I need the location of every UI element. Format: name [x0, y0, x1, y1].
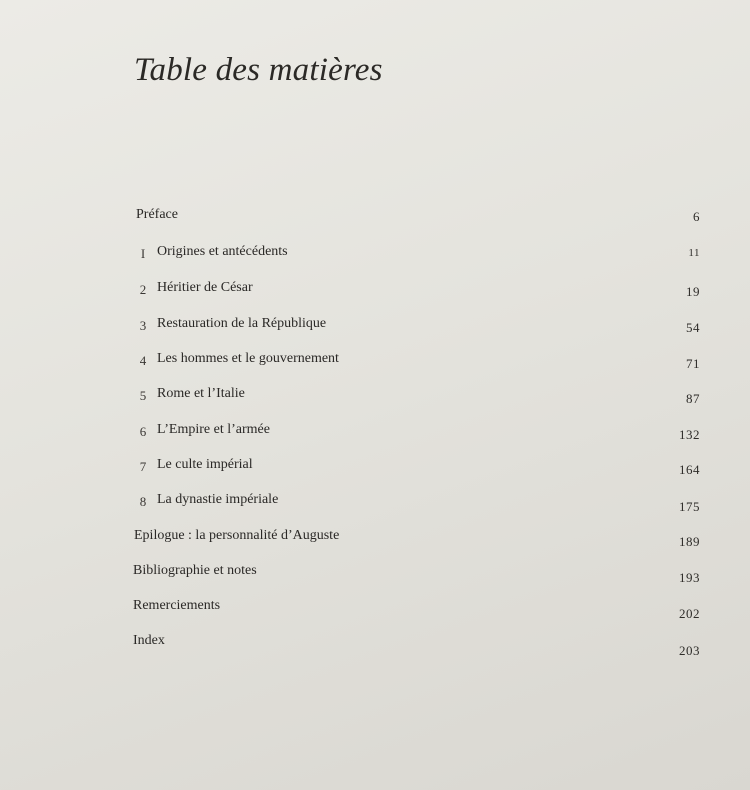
entry-label: Index [133, 633, 165, 648]
entry-label: Bibliographie et notes [133, 563, 257, 578]
toc-entry-preface [0, 206, 750, 230]
toc-entry-chapter-8 [0, 491, 750, 515]
chapter-number: I [140, 246, 146, 261]
entry-label: L’Empire et l’armée [157, 422, 270, 437]
entry-page: 54 [686, 320, 700, 335]
entry-label: Remerciements [133, 598, 221, 613]
entry-page: 19 [686, 284, 700, 299]
toc-entry-chapter-3 [0, 315, 750, 339]
chapter-number: 8 [139, 494, 147, 509]
entry-label: Héritier de César [157, 280, 253, 295]
entry-page: 87 [686, 391, 700, 406]
entry-label: Préface [136, 207, 178, 222]
entry-page: 193 [679, 570, 700, 585]
toc-entry-index [0, 632, 750, 656]
entry-label: Rome et l’Italie [157, 386, 245, 401]
toc-entry-chapter-1 [0, 243, 750, 267]
toc-entry-acknowledgements [0, 597, 750, 621]
toc-entry-bibliography [0, 562, 750, 586]
toc-entry-chapter-7 [0, 456, 750, 480]
chapter-number: 5 [139, 388, 147, 403]
entry-label: Origines et antécédents [157, 244, 288, 259]
entry-page: 189 [679, 534, 700, 549]
entry-label: Restauration de la République [157, 316, 327, 331]
chapter-number: 7 [139, 459, 147, 474]
entry-label: Le culte impérial [157, 457, 253, 472]
entry-page: 11 [688, 247, 700, 259]
entry-page: 175 [679, 499, 700, 514]
toc-entry-chapter-2 [0, 279, 750, 303]
entry-page: 202 [679, 606, 700, 621]
entry-label: Epilogue : la personnalité d’Auguste [134, 528, 340, 543]
entry-page: 164 [679, 462, 700, 477]
entry-page: 132 [679, 427, 700, 442]
chapter-number: 6 [139, 424, 147, 439]
toc-entry-chapter-6 [0, 421, 750, 445]
toc-entry-chapter-5 [0, 385, 750, 409]
chapter-number: 2 [139, 282, 147, 297]
chapter-number: 4 [139, 353, 147, 368]
entry-page: 203 [679, 643, 700, 658]
entry-label: La dynastie impériale [157, 492, 279, 507]
toc-entry-chapter-4 [0, 350, 750, 374]
chapter-number: 3 [139, 318, 147, 333]
entry-label: Les hommes et le gouvernement [157, 351, 339, 366]
page-title: Table des matières [134, 52, 383, 88]
entry-page: 6 [693, 209, 700, 224]
toc-entry-epilogue [0, 527, 750, 551]
entry-page: 71 [686, 356, 700, 371]
